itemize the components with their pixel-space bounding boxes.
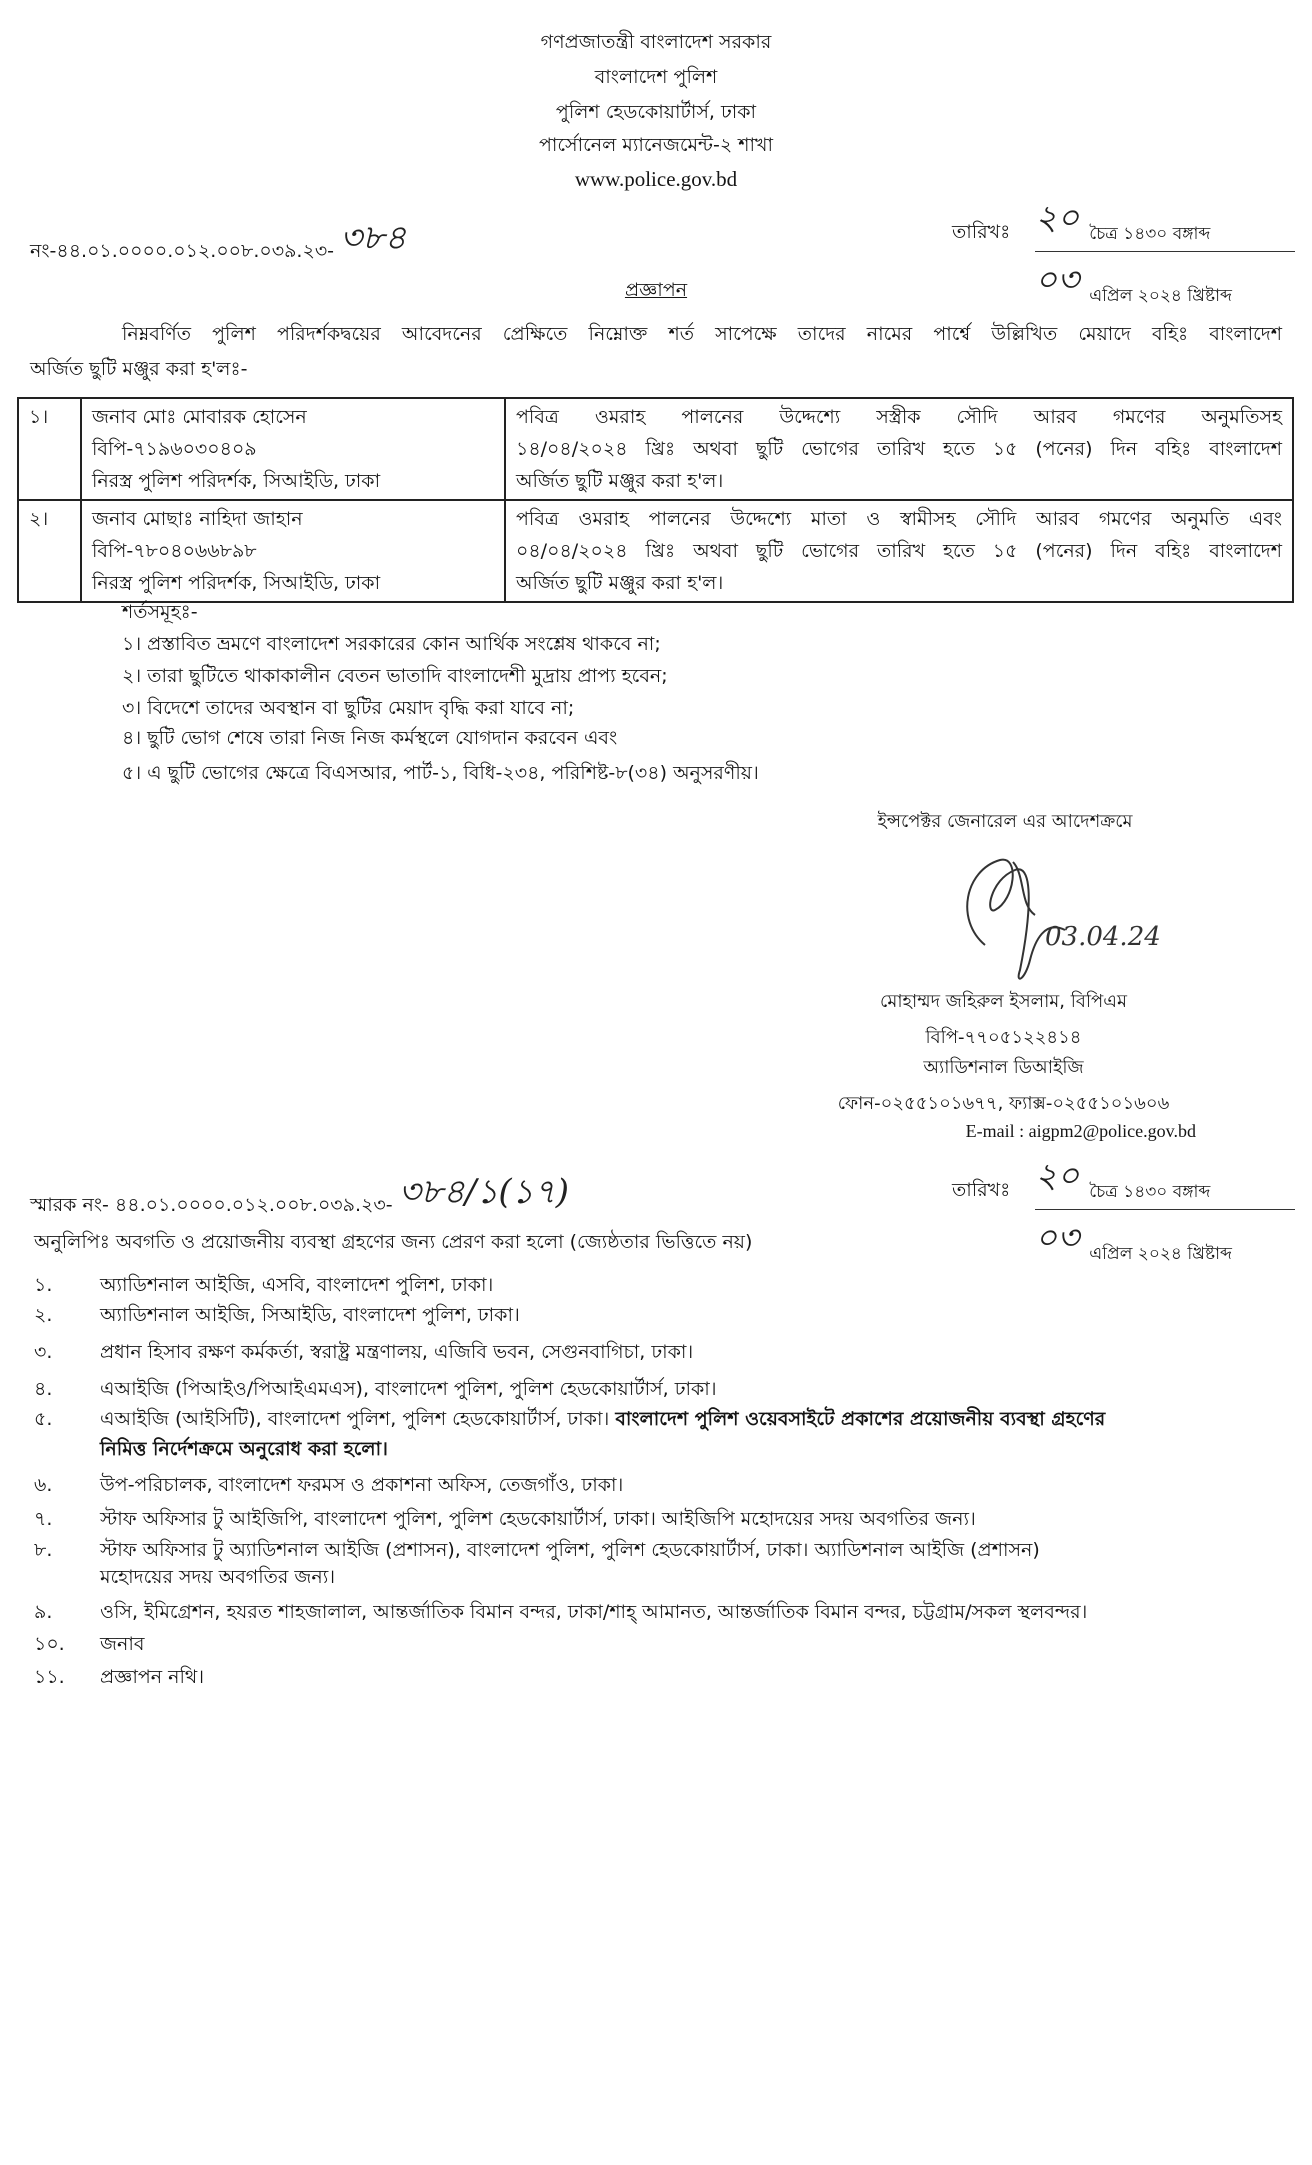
intro-line-1: নিম্নবর্ণিত পুলিশ পরিদর্শকদ্বয়ের আবেদনের প্রেক্ষিতে নিম্নোক্ত শর্ত সাপেক্ষে তাদের নামের পার্শ্বে উল্লিখিত মেয়াদে বহিঃ বাংলাদেশ bbox=[122, 323, 1282, 345]
memo-number-prefix: নং-৪৪.০১.০০০০.০১২.০০৮.০৩৯.২৩- bbox=[30, 240, 335, 262]
list-item-number: ৭. bbox=[34, 1508, 53, 1530]
details-line: ০৪/০৪/২০২৪ খ্রিঃ অথবা ছুটি ভোগের তারিখ হতে ১৫ (পনের) দিন বহিঃ বাংলাদেশ bbox=[516, 540, 1282, 562]
condition-item: ২। তারা ছুটিতে থাকাকালীন বেতন ভাতাদি বাংলাদেশী মুদ্রায় প্রাপ্য হবেন; bbox=[122, 665, 668, 687]
date-bangla-rest: চৈত্র ১৪৩০ বঙ্গাব্দ bbox=[1089, 224, 1211, 244]
website-link[interactable]: www.police.gov.bd bbox=[574, 167, 738, 191]
list-item: প্রজ্ঞাপন নথি। bbox=[100, 1666, 205, 1688]
list-item: ওসি, ইমিগ্রেশন, হযরত শাহজালাল, আন্তর্জাতিক বিমান বন্দর, ঢাকা/শাহ্ আমানত, আন্তর্জাতিক বিমান বন্দর, চট্টগ্রাম/সকল স্থলবন্দর। bbox=[100, 1601, 1088, 1623]
list-item-number: ১১. bbox=[34, 1666, 65, 1688]
condition-item: ৩। বিদেশে তাদের অবস্থান বা ছুটির মেয়াদ বৃদ্ধি করা যাবে না; bbox=[122, 697, 575, 719]
organization-name: বাংলাদেশ পুলিশ bbox=[594, 66, 718, 88]
leave-table bbox=[17, 397, 1294, 603]
government-name: গণপ্রজাতন্ত্রী বাংলাদেশ সরকার bbox=[540, 31, 772, 53]
list-item-continuation: মহোদয়ের সদয় অবগতির জন্য। bbox=[100, 1566, 336, 1588]
list-item bbox=[100, 1405, 1105, 1437]
copy-date-english-day: ০৩ bbox=[1035, 1218, 1080, 1258]
date-english-day: ০৩ bbox=[1035, 260, 1080, 300]
memo-number bbox=[30, 212, 406, 269]
date-divider bbox=[1035, 251, 1295, 252]
signatory-phone: ফোন-০২৫৫১০১৬৭৭, ফ্যাক্স-০২৫৫১০১৬০৬ bbox=[837, 1093, 1170, 1114]
branch-name: পার্সোনেল ম্যানেজমেন্ট-২ শাখা bbox=[539, 134, 773, 156]
details-line: অর্জিত ছুটি মঞ্জুর করা হ'ল। bbox=[516, 572, 724, 594]
officer-name: জনাব মোছাঃ নাহিদা জাহান bbox=[92, 508, 303, 530]
list-item-number: ৩. bbox=[34, 1341, 53, 1363]
list-item-number: ১০. bbox=[34, 1633, 65, 1655]
copy-date-divider bbox=[1035, 1209, 1295, 1210]
serial-cell: ১। bbox=[18, 398, 81, 500]
list-item-number: ৮. bbox=[34, 1539, 53, 1561]
copy-memo-handwritten: ৩৮৪/১(১৭) bbox=[398, 1172, 570, 1212]
details-cell bbox=[505, 398, 1293, 500]
officer-cell bbox=[81, 398, 505, 500]
officer-bp: বিপি-৭১৯৬০৩০৪০৯ bbox=[92, 438, 257, 460]
copy-date-bangla-day: ২০ bbox=[1035, 1156, 1080, 1196]
notification-title: প্রজ্ঞাপন bbox=[624, 279, 688, 301]
condition-item: ৫। এ ছুটি ভোগের ক্ষেত্রে বিএসআর, পার্ট-১, বিধি-২৩৪, পরিশিষ্ট-৮(৩৪) অনুসরণীয়। bbox=[122, 762, 759, 784]
list-item-text: এআইজি (আইসিটি), বাংলাদেশ পুলিশ, পুলিশ হেডকোয়ার্টার্স, ঢাকা। bbox=[100, 1408, 610, 1430]
details-line: অর্জিত ছুটি মঞ্জুর করা হ'ল। bbox=[516, 470, 724, 492]
officer-designation: নিরস্ত্র পুলিশ পরিদর্শক, সিআইডি, ঢাকা bbox=[92, 470, 381, 492]
copy-date-bangla-rest: চৈত্র ১৪৩০ বঙ্গাব্দ bbox=[1089, 1182, 1211, 1202]
table-row bbox=[18, 500, 1293, 602]
copy-memo-prefix: স্মারক নং- ৪৪.০১.০০০০.০১২.০০৮.০৩৯.২৩- bbox=[30, 1194, 393, 1216]
date-bangla-day: ২০ bbox=[1035, 198, 1080, 238]
officer-name: জনাব মোঃ মোবারক হোসেন bbox=[92, 406, 307, 428]
serial-cell: ২। bbox=[18, 500, 81, 602]
list-item-number: ২. bbox=[34, 1304, 53, 1326]
signature-icon bbox=[925, 850, 1195, 990]
officer-cell bbox=[81, 500, 505, 602]
copy-date-label: তারিখঃ bbox=[952, 1179, 1011, 1201]
list-item-number: ১. bbox=[34, 1274, 53, 1296]
details-line: পবিত্র ওমরাহ পালনের উদ্দেশ্যে সস্ত্রীক সৌদি আরব গমণের অনুমতিসহ bbox=[516, 406, 1282, 428]
signatory-email[interactable]: E-mail : aigpm2@police.gov.bd bbox=[965, 1121, 1196, 1141]
conditions-heading: শর্তসমূহঃ- bbox=[122, 601, 198, 623]
list-item: অ্যাডিশনাল আইজি, সিআইডি, বাংলাদেশ পুলিশ, ঢাকা। bbox=[100, 1304, 520, 1326]
signatory-designation: অ্যাডিশনাল ডিআইজি bbox=[923, 1057, 1084, 1078]
list-item: অ্যাডিশনাল আইজি, এসবি, বাংলাদেশ পুলিশ, ঢাকা। bbox=[100, 1274, 494, 1296]
list-item-number: ৪. bbox=[34, 1378, 53, 1400]
details-line: পবিত্র ওমরাহ পালনের উদ্দেশ্যে মাতা ও স্বামীসহ সৌদি আরব গমণের অনুমতি এবং bbox=[516, 508, 1282, 530]
order-line: ইন্সপেক্টর জেনারেল এর আদেশক্রমে bbox=[877, 811, 1133, 832]
copy-date-block bbox=[1035, 1150, 1295, 1269]
office-name: পুলিশ হেডকোয়ার্টার্স, ঢাকা bbox=[555, 101, 757, 123]
list-item: জনাব bbox=[100, 1633, 145, 1655]
list-item-bold-text: বাংলাদেশ পুলিশ ওয়েবসাইটে প্রকাশের প্রয়োজনীয় ব্যবস্থা গ্রহণের bbox=[615, 1408, 1106, 1430]
date-label: তারিখঃ bbox=[952, 221, 1011, 243]
signatory-bp: বিপি-৭৭০৫১২২৪১৪ bbox=[925, 1027, 1082, 1048]
condition-item: ৪। ছুটি ভোগ শেষে তারা নিজ নিজ কর্মস্থলে যোগদান করবেন এবং bbox=[122, 727, 618, 749]
list-item-number: ৯. bbox=[34, 1601, 53, 1623]
list-item-continuation: নিমিত্ত নির্দেশক্রমে অনুরোধ করা হলো। bbox=[100, 1438, 388, 1460]
table-row bbox=[18, 398, 1293, 500]
svg-text:03.04.24: 03.04.24 bbox=[1045, 922, 1161, 952]
intro-line-2: অর্জিত ছুটি মঞ্জুর করা হ'লঃ- bbox=[30, 358, 248, 380]
condition-item: ১। প্রস্তাবিত ভ্রমণে বাংলাদেশ সরকারের কোন আর্থিক সংশ্লেষ থাকবে না; bbox=[122, 633, 661, 655]
officer-designation: নিরস্ত্র পুলিশ পরিদর্শক, সিআইডি, ঢাকা bbox=[92, 572, 381, 594]
copy-memo-number bbox=[30, 1166, 569, 1223]
list-item-number: ৬. bbox=[34, 1474, 53, 1496]
list-item-number: ৫. bbox=[34, 1408, 53, 1430]
memo-number-handwritten: ৩৮৪ bbox=[340, 218, 407, 258]
signatory-name: মোহাম্মদ জহিরুল ইসলাম, বিপিএম bbox=[880, 991, 1127, 1012]
officer-bp: বিপি-৭৮০৪০৬৬৮৯৮ bbox=[92, 540, 257, 562]
distribution-heading: অনুলিপিঃ অবগতি ও প্রয়োজনীয় ব্যবস্থা গ্রহণের জন্য প্রেরণ করা হলো (জ্যেষ্ঠতার ভিত্তিতে নয়) bbox=[34, 1231, 753, 1253]
list-item: এআইজি (পিআইও/পিআইএমএস), বাংলাদেশ পুলিশ, পুলিশ হেডকোয়ার্টার্স, ঢাকা। bbox=[100, 1378, 717, 1400]
list-item: প্রধান হিসাব রক্ষণ কর্মকর্তা, স্বরাষ্ট্র মন্ত্রণালয়, এজিবি ভবন, সেগুনবাগিচা, ঢাকা। bbox=[100, 1341, 694, 1363]
details-cell bbox=[505, 500, 1293, 602]
date-english-rest: এপ্রিল ২০২৪ খ্রিষ্টাব্দ bbox=[1089, 286, 1232, 306]
list-item: স্টাফ অফিসার টু অ্যাডিশনাল আইজি (প্রশাসন), বাংলাদেশ পুলিশ, পুলিশ হেডকোয়ার্টার্স, ঢাকা। অ্যাডিশনাল আইজি (প্রশাসন) bbox=[100, 1539, 1040, 1561]
details-line: ১৪/০৪/২০২৪ খ্রিঃ অথবা ছুটি ভোগের তারিখ হতে ১৫ (পনের) দিন বহিঃ বাংলাদেশ bbox=[516, 438, 1282, 460]
list-item: স্টাফ অফিসার টু আইজিপি, বাংলাদেশ পুলিশ, পুলিশ হেডকোয়ার্টার্স, ঢাকা। আইজিপি মহোদয়ের সদয় অবগতির জন্য। bbox=[100, 1508, 976, 1530]
list-item: উপ-পরিচালক, বাংলাদেশ ফরমস ও প্রকাশনা অফিস, তেজগাঁও, ঢাকা। bbox=[100, 1474, 624, 1496]
copy-date-english-rest: এপ্রিল ২০২৪ খ্রিষ্টাব্দ bbox=[1089, 1244, 1232, 1264]
